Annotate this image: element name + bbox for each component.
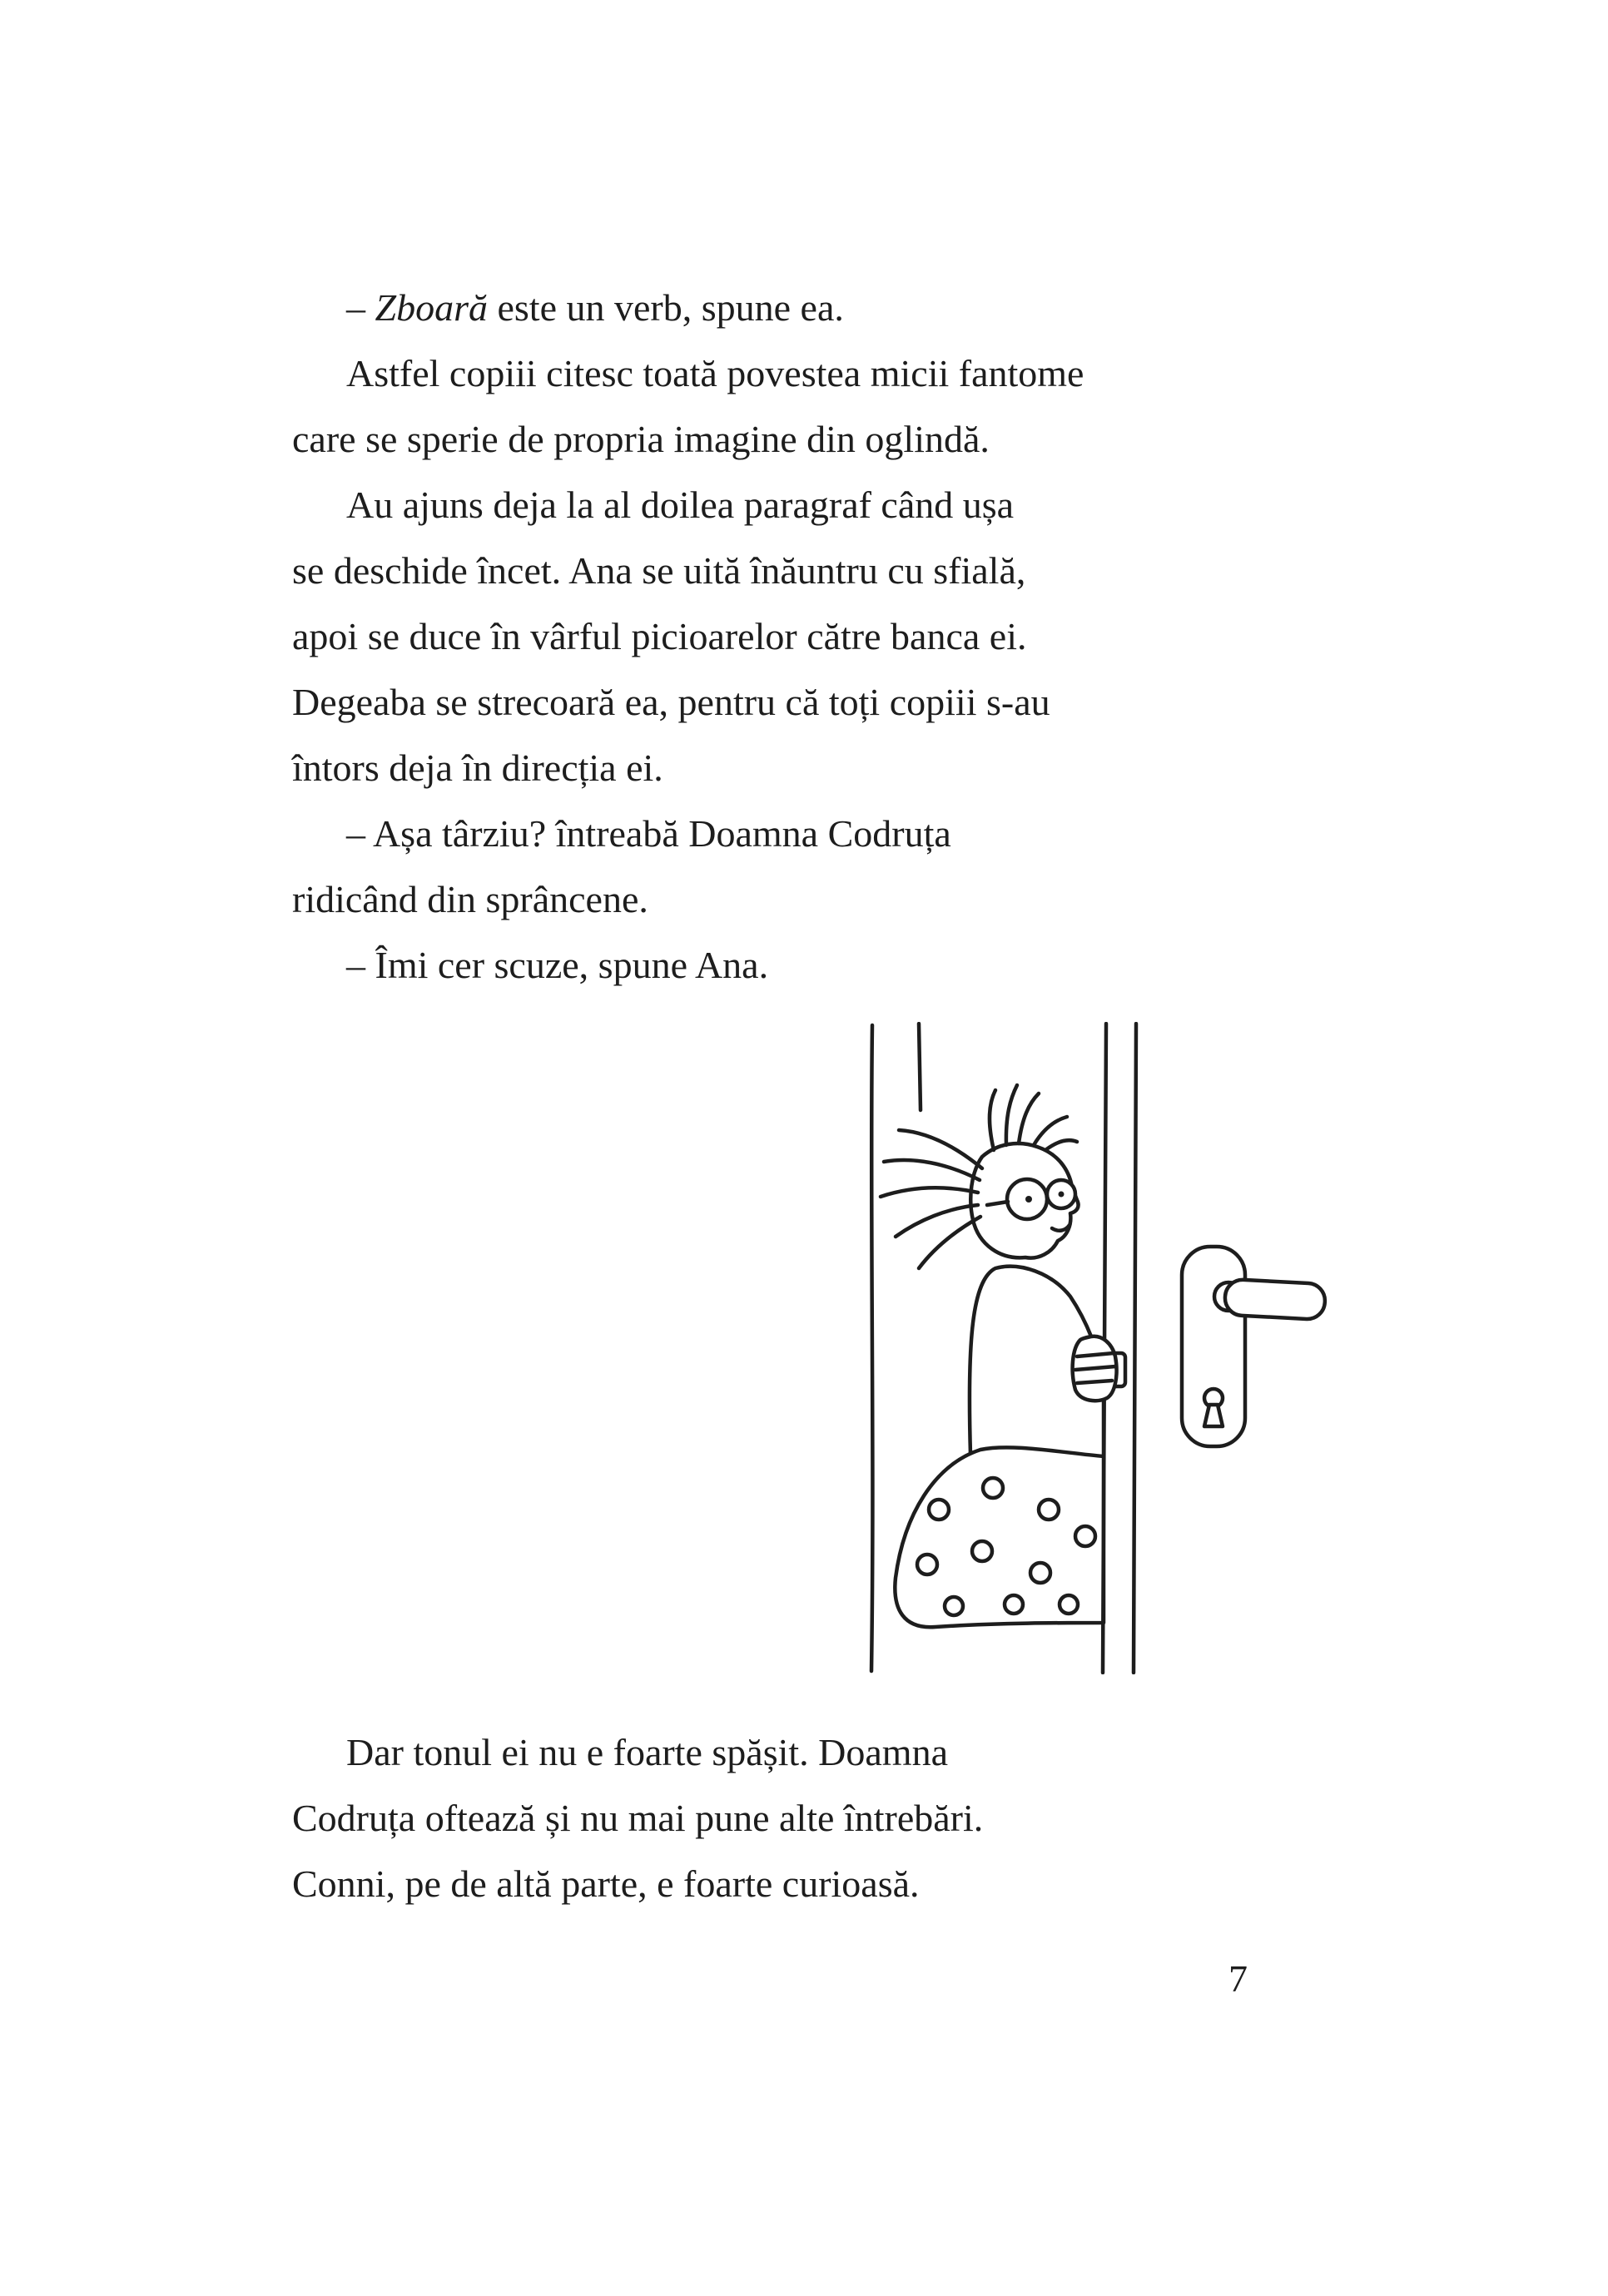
girl-figure (881, 1085, 1104, 1627)
text-line: – Îmi cer scuze, spune Ana. (346, 944, 769, 986)
text-line: apoi se duce în vârful picioarelor către banca ei. (292, 615, 1027, 657)
text-line: Dar tonul ei nu e foarte spășit. Doamna (346, 1731, 948, 1773)
text-line (292, 275, 1341, 340)
story-text-top (292, 275, 1341, 998)
door-frame-line (919, 1024, 921, 1110)
text-line: întors deja în direcția ei. (292, 746, 663, 789)
text-line: Conni, pe de altă parte, e foarte curioasă. (292, 1862, 920, 1905)
story-text-bottom (292, 1719, 1341, 1917)
text-line: – Așa târziu? întreabă Doamna Codruța (346, 812, 951, 855)
text-line: Degeaba se strecoară ea, pentru că toți copiii s-au (292, 681, 1050, 723)
keyhole-icon (1204, 1389, 1223, 1426)
italic-word: Zboară (375, 286, 488, 329)
text-run: este un verb, spune ea. (487, 286, 844, 329)
polka-dot-skirt (895, 1447, 1104, 1627)
text-line: se deschide încet. Ana se uită înăuntru cu sfială, (292, 549, 1026, 592)
text-line: Au ajuns deja la al doilea paragraf când ușa (346, 483, 1015, 526)
dialogue-dash: – (346, 286, 375, 329)
girl-peeking-through-door-drawing (856, 1022, 1332, 1674)
page-number: 7 (1228, 1957, 1248, 2000)
text-line: Codruța oftează și nu mai pune alte întrebări. (292, 1797, 984, 1839)
door-illustration (856, 1022, 1332, 1674)
text-line: care se sperie de propria imagine din oglindă. (292, 418, 990, 460)
text-line: ridicând din sprâncene. (292, 878, 648, 920)
text-line: Astfel copiii citesc toată povestea micii fantome (346, 352, 1084, 394)
door-frame-line (871, 1025, 872, 1671)
door-edge-line (1134, 1024, 1136, 1673)
girl-hand (1073, 1336, 1117, 1401)
